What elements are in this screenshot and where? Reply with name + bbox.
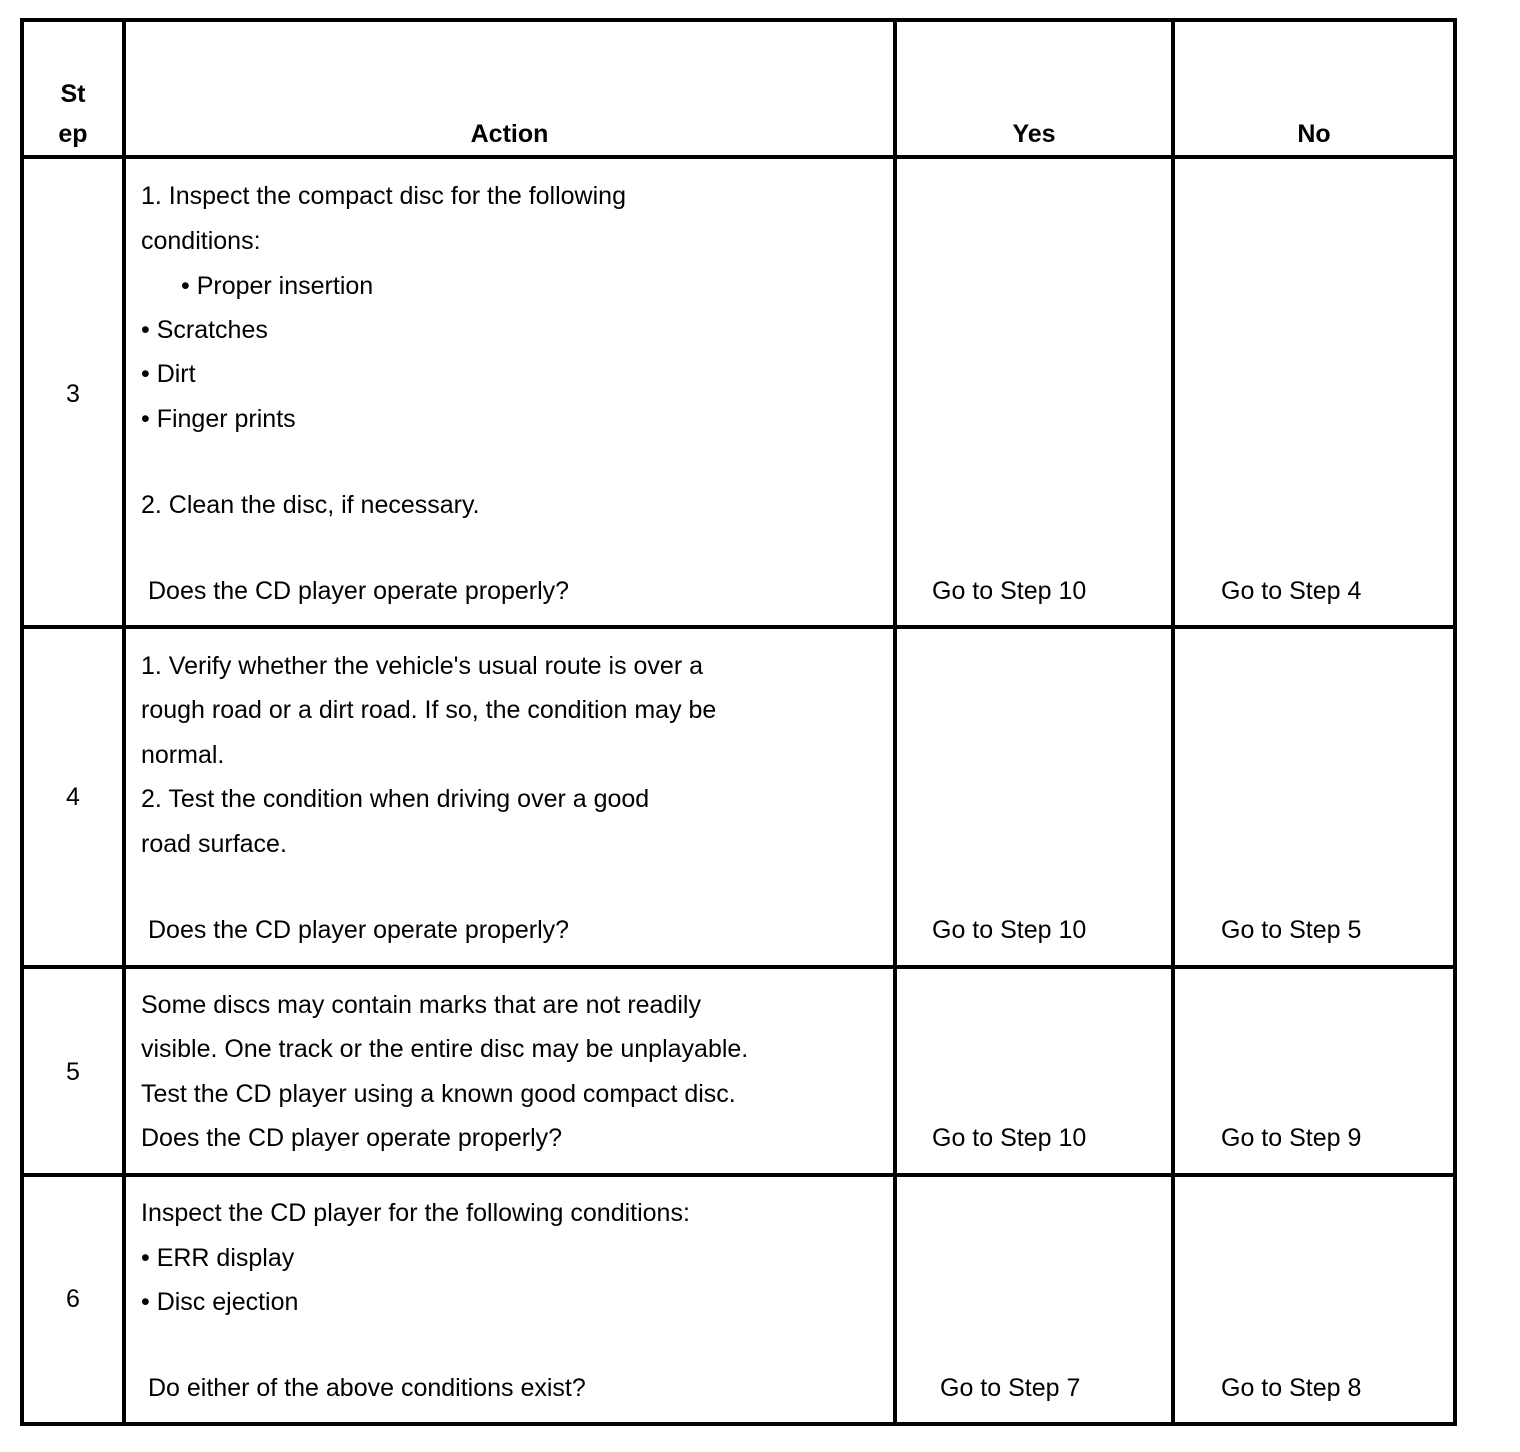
no-result: Go to Step 8 (1221, 1374, 1362, 1402)
header-yes: Yes (1012, 120, 1056, 148)
row-divider (20, 965, 1457, 969)
header-step-line1: St (60, 80, 86, 108)
action-bullet: • Proper insertion (181, 272, 374, 300)
column-divider (893, 18, 897, 1426)
action-question: Does the CD player operate properly? (148, 916, 570, 944)
step-number: 4 (66, 783, 80, 811)
no-result: Go to Step 5 (1221, 916, 1362, 944)
row-divider (20, 1173, 1457, 1177)
action-line: Test the CD player using a known good compact disc. (141, 1080, 736, 1108)
column-divider (1171, 18, 1175, 1426)
yes-result: Go to Step 10 (932, 577, 1087, 605)
action-bullet: • Finger prints (141, 405, 296, 433)
action-line: rough road or a dirt road. If so, the condition may be (141, 696, 717, 724)
table-border-bottom (20, 1422, 1457, 1426)
step-number: 5 (66, 1058, 80, 1086)
action-line: 2. Clean the disc, if necessary. (141, 491, 480, 519)
action-line: 1. Verify whether the vehicle's usual route is over a (141, 652, 704, 680)
header-step-line2: ep (58, 120, 88, 148)
yes-result: Go to Step 10 (932, 1124, 1087, 1152)
header-action: Action (470, 120, 549, 148)
action-line: 2. Test the condition when driving over a good (141, 785, 650, 813)
action-bullet: • Dirt (141, 360, 196, 388)
action-bullet: • Disc ejection (141, 1288, 299, 1316)
action-line: visible. One track or the entire disc may be unplayable. (141, 1035, 749, 1063)
action-line: 1. Inspect the compact disc for the following (141, 182, 626, 210)
action-line: Inspect the CD player for the following conditions: (141, 1199, 690, 1227)
action-bullet: • Scratches (141, 316, 268, 344)
action-question: Does the CD player operate properly? (148, 577, 570, 605)
header-no: No (1297, 120, 1331, 148)
action-question: Do either of the above conditions exist? (148, 1374, 586, 1402)
column-divider (122, 18, 126, 1426)
diagnostic-table (20, 18, 1457, 1426)
row-divider (20, 625, 1457, 629)
step-number: 6 (66, 1285, 80, 1313)
action-line: Some discs may contain marks that are not readily (141, 991, 701, 1019)
action-line: normal. (141, 741, 225, 769)
step-number: 3 (66, 380, 80, 408)
yes-result: Go to Step 10 (932, 916, 1087, 944)
table-border-top (20, 18, 1457, 22)
header-divider (20, 155, 1457, 159)
yes-result: Go to Step 7 (940, 1374, 1081, 1402)
action-line: conditions: (141, 227, 261, 255)
table-border-right (1453, 18, 1457, 1426)
table-border-left (20, 18, 24, 1426)
action-question: Does the CD player operate properly? (141, 1124, 563, 1152)
no-result: Go to Step 4 (1221, 577, 1362, 605)
action-line: road surface. (141, 830, 287, 858)
no-result: Go to Step 9 (1221, 1124, 1362, 1152)
action-bullet: • ERR display (141, 1244, 295, 1272)
